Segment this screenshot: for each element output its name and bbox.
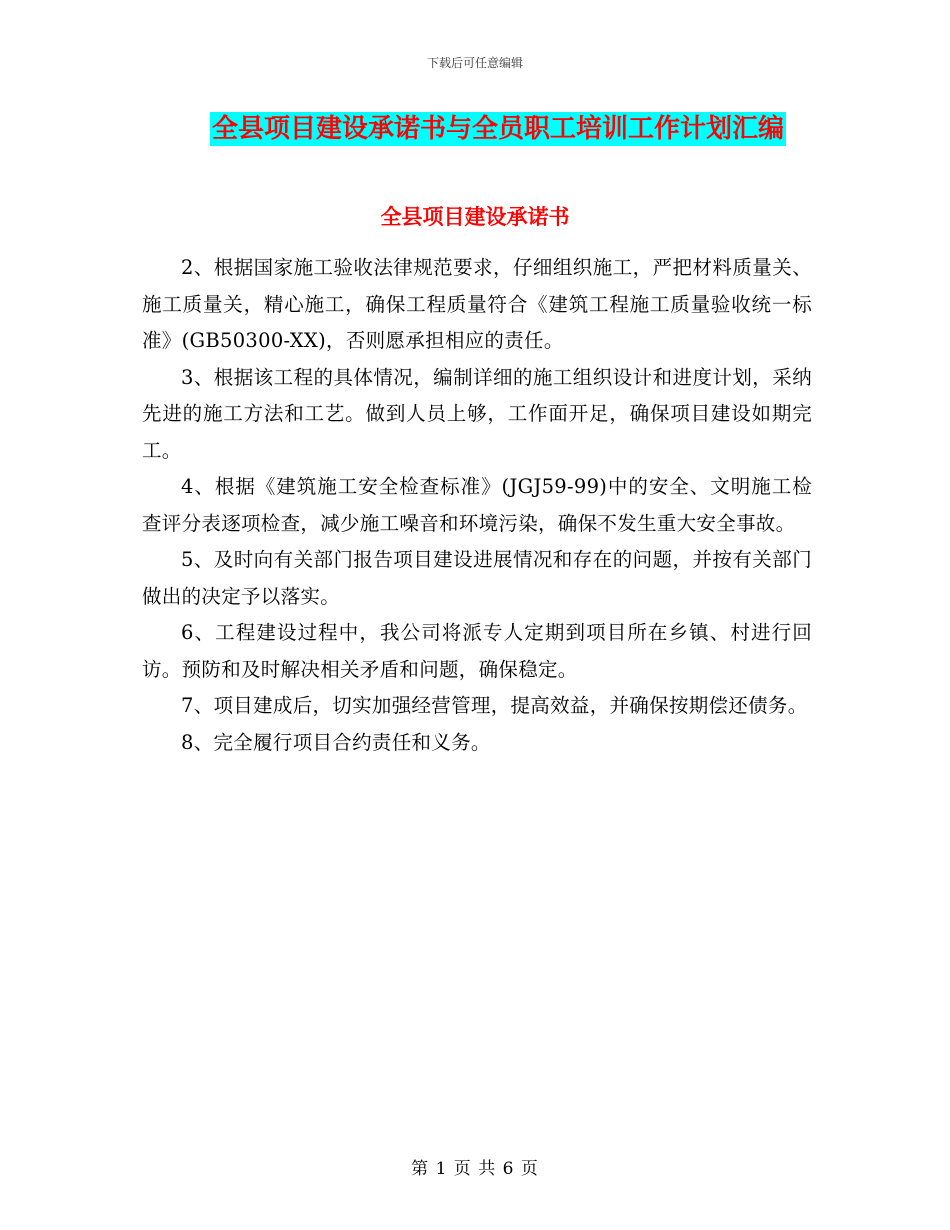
document-title: 全县项目建设承诺书与全员职工培训工作计划汇编 [211, 114, 784, 144]
page-header-note: 下载后可任意编辑 [426, 56, 523, 70]
paragraph-item-8: 8、完全履行项目合约责任和义务。 [181, 730, 491, 754]
paragraph-item-3: 3、根据该工程的具体情况，编制详细的施工组织设计和进度计划，采纳先进的施工方法和工艺。做到人员上够，工作面开足，确保项目建设如期完工。 [142, 365, 812, 462]
paragraph-item-6: 6、工程建设过程中，我公司将派专人定期到项目所在乡镇、村进行回访。预防和及时解决相关矛盾和问题，确保稳定。 [142, 621, 812, 681]
page-number-footer: 第 1 页 共 6 页 [411, 1159, 539, 1179]
document-title-container [0, 112, 950, 146]
paragraph-item-7: 7、项目建成后，切实加强经营管理，提高效益，并确保按期偿还债务。 [181, 694, 808, 717]
paragraph-item-5: 5、及时向有关部门报告项目建设进展情况和存在的问题，并按有关部门做出的决定予以落实。 [142, 548, 812, 608]
paragraph-item-2: 2、根据国家施工验收法律规范要求，仔细组织施工，严把材料质量关、施工质量关，精心施工，确保工程质量符合《建筑工程施工质量验收统一标准》(GB50300-XX)，否则愿承担相应的责任。 [142, 256, 812, 352]
section-title: 全县项目建设承诺书 [380, 205, 570, 229]
paragraph-item-4: 4、根据《建筑施工安全检查标准》(JGJ59-99)中的安全、文明施工检查评分表逐项检查，减少施工噪音和环境污染，确保不发生重大安全事故。 [142, 475, 812, 535]
document-body [142, 250, 812, 761]
